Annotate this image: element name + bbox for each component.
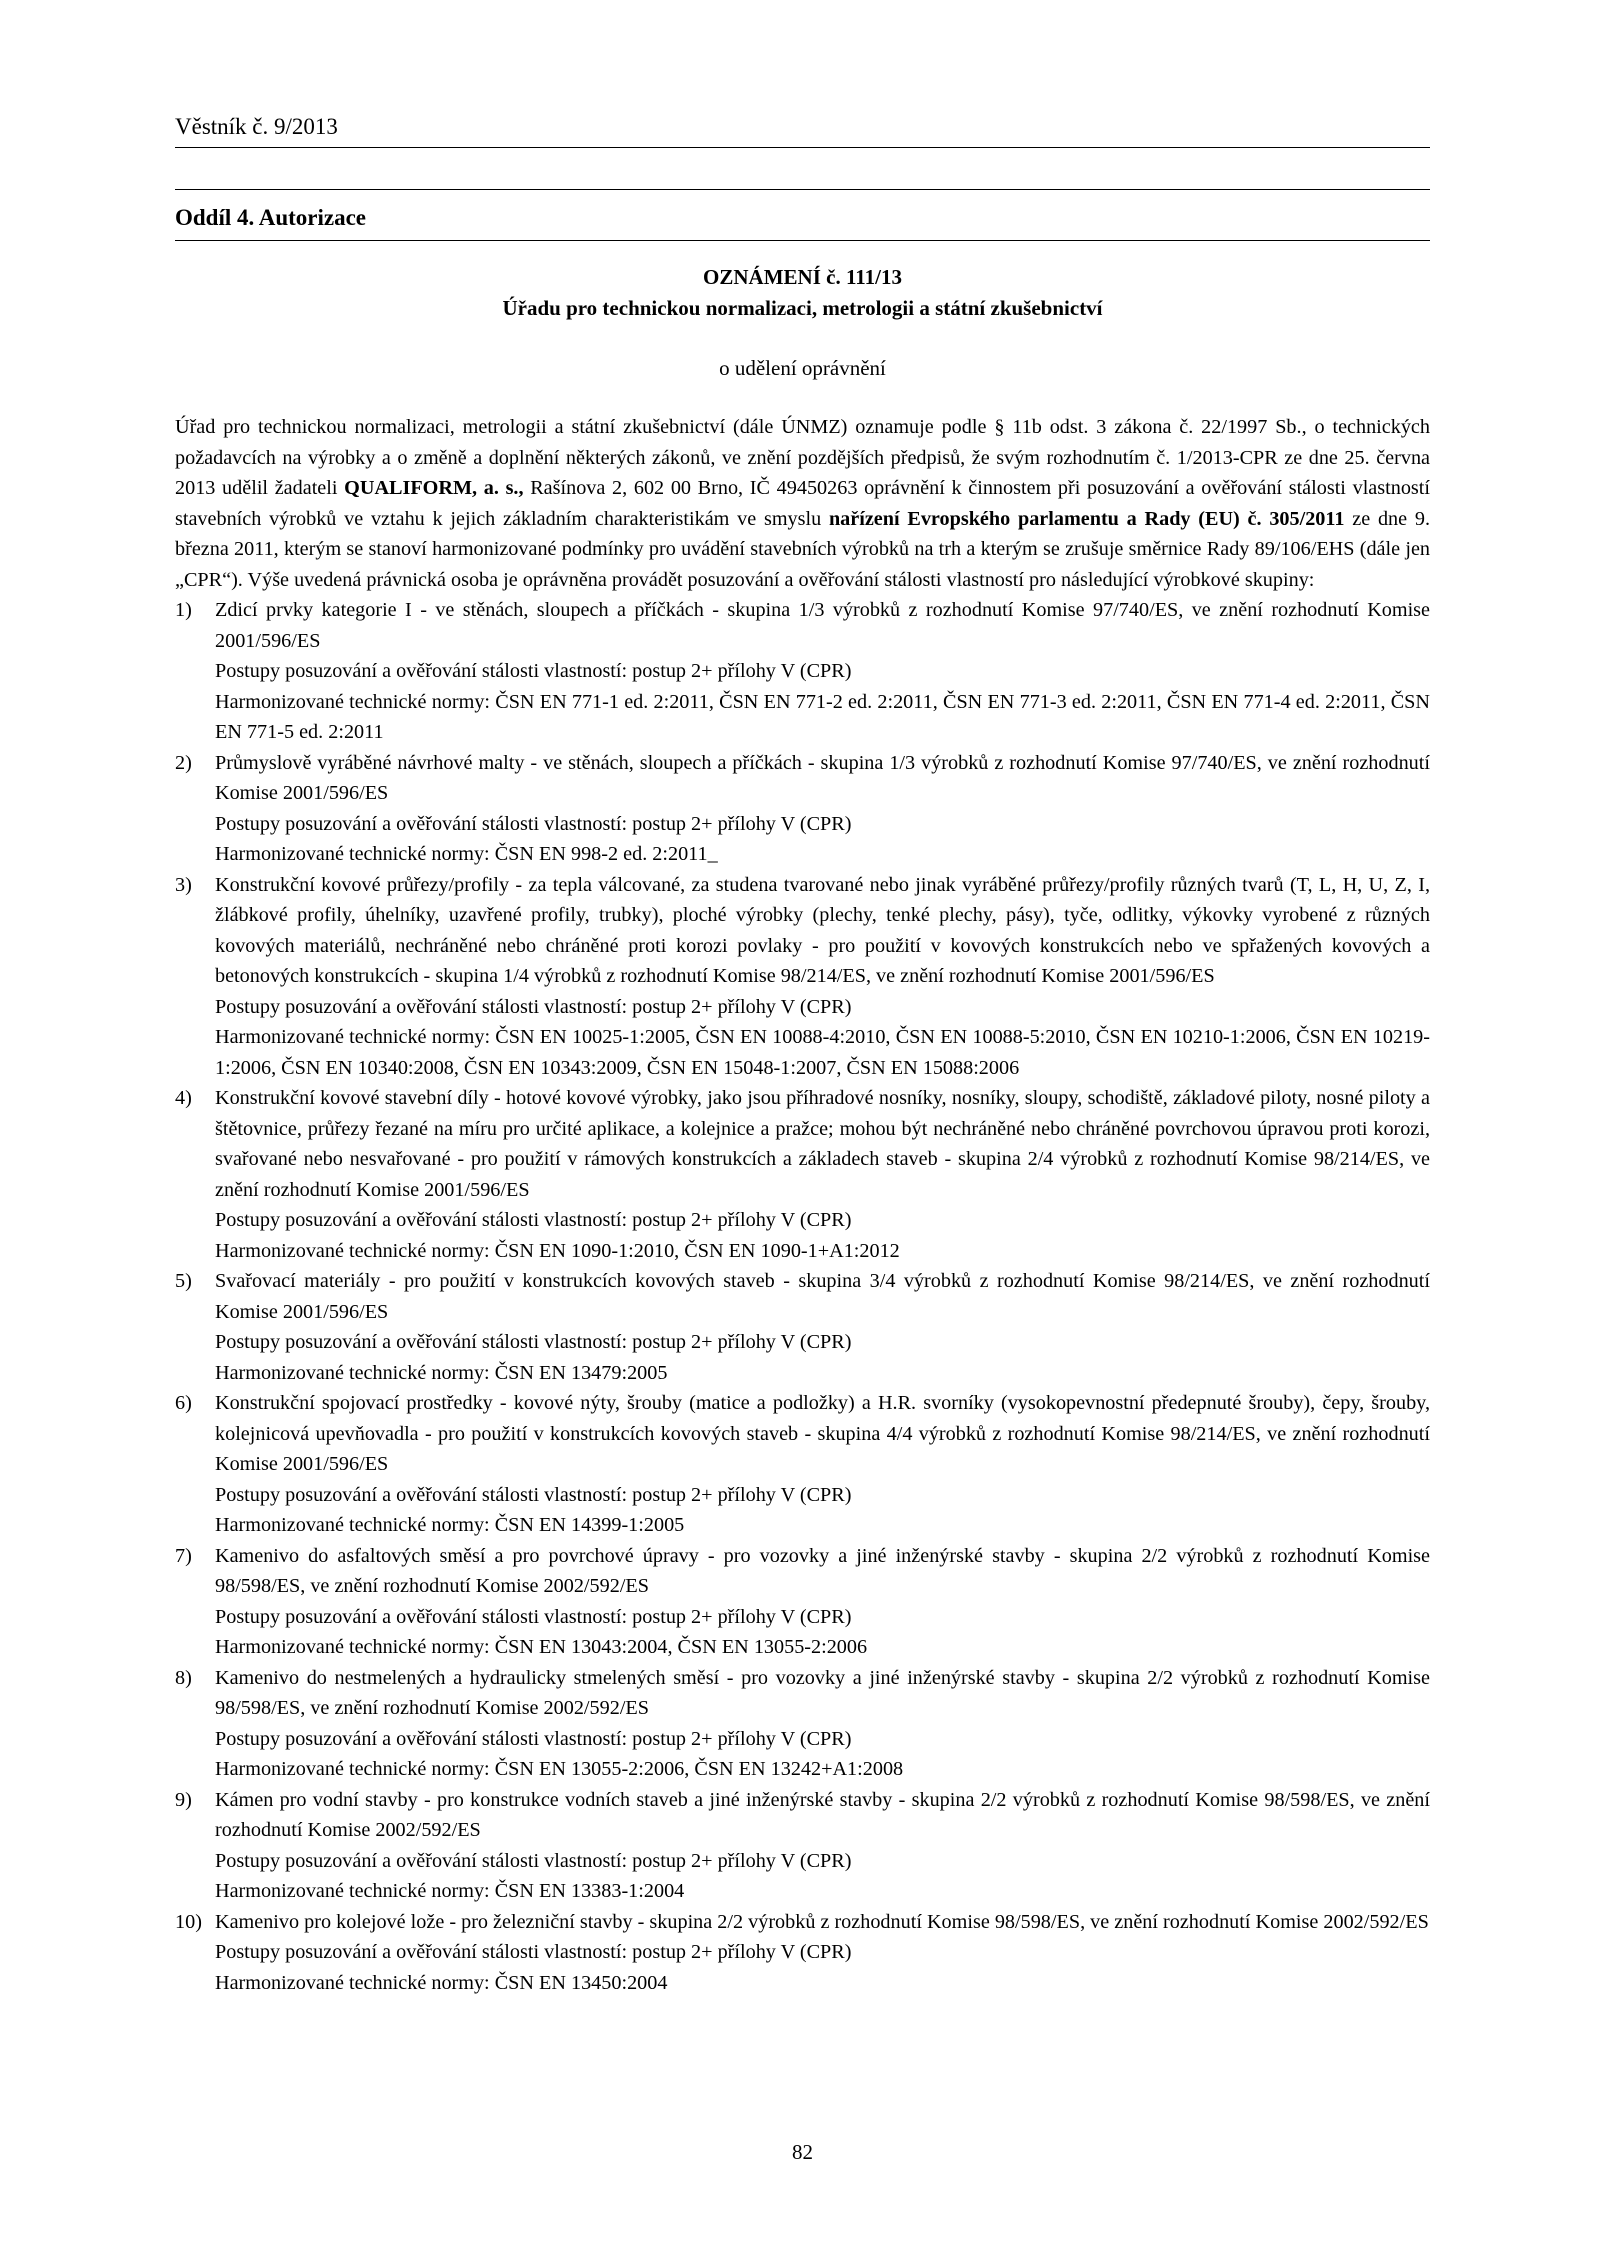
header-rule	[175, 147, 1430, 148]
item-number: 8)	[175, 1666, 192, 1689]
list-item	[175, 595, 1430, 748]
section-top-rule	[175, 189, 1430, 190]
item-description: Zdicí prvky kategorie I - ve stěnách, sloupech a příčkách - skupina 1/3 výrobků z rozhodnutí Komise 97/740/ES, ve znění rozhodnutí Komise 2001/596/ES	[215, 599, 1430, 652]
list-item	[175, 1907, 1430, 1999]
notice-body	[175, 412, 1430, 1998]
page-number: 82	[792, 2140, 813, 2164]
item-procedure: Postupy posuzování a ověřování stálosti vlastností: postup 2+ přílohy V (CPR)	[215, 995, 852, 1018]
item-number: 4)	[175, 1087, 192, 1109]
item-procedure: Postupy posuzování a ověřování stálosti vlastností: postup 2+ přílohy V (CPR)	[215, 1483, 852, 1506]
item-description: Konstrukční spojovací prostředky - kovové nýty, šrouby (matice a podložky) a H.R. svorníky (vysokopevnostní předepnuté šrouby), čepy, šrouby, kolejnicová upevňovadla - pro použití v konstrukcích kovových staveb - skupina 4/4 výrobků z rozhodnutí Komise 98/214/ES, ve znění rozhodnutí Komise 2001/596/ES	[215, 1392, 1430, 1475]
list-item	[175, 1785, 1430, 1907]
item-description: Svařovací materiály - pro použití v konstrukcích kovových staveb - skupina 3/4 výrobků z rozhodnutí Komise 98/214/ES, ve znění rozhodnutí Komise 2001/596/ES	[215, 1270, 1430, 1323]
item-description: Konstrukční kovové stavební díly - hotové kovové výrobky, jako jsou příhradové nosníky, nosníky, sloupy, schodiště, základové piloty, nosné piloty a štětovnice, průřezy řezané na míru pro určité aplikace, a kolejnice a pražce; mohou být nechráněné nebo chráněné povrchovou úpravou proti korozi, svařované nebo nesvařované - pro použití v rámových konstrukcích a základech staveb - skupina 2/4 výrobků z rozhodnutí Komise 98/214/ES, ve znění rozhodnutí Komise 2001/596/ES	[215, 1087, 1430, 1201]
item-standards: Harmonizované technické normy: ČSN EN 10025-1:2005, ČSN EN 10088-4:2010, ČSN EN 10088-5:2010, ČSN EN 10210-1:2006, ČSN EN 10219-1:2006, ČSN EN 10340:2008, ČSN EN 10343:2009, ČSN EN 15048-1:2007, ČSN EN 15088:2006	[215, 1026, 1430, 1079]
notice-heading	[175, 262, 1430, 324]
item-number: 5)	[175, 1270, 192, 1292]
list-item	[175, 1388, 1430, 1541]
item-procedure: Postupy posuzování a ověřování stálosti vlastností: postup 2+ přílohy V (CPR)	[215, 1605, 852, 1628]
company-name: QUALIFORM, a. s.,	[344, 477, 524, 499]
item-description: Průmyslově vyráběné návrhové malty - ve stěnách, sloupech a příčkách - skupina 1/3 výrobků z rozhodnutí Komise 97/740/ES, ve znění rozhodnutí Komise 2001/596/ES	[215, 751, 1430, 804]
item-standards: Harmonizované technické normy: ČSN EN 771-1 ed. 2:2011, ČSN EN 771-2 ed. 2:2011, ČSN EN 771-3 ed. 2:2011, ČSN EN 771-4 ed. 2:2011, ČSN EN 771-5 ed. 2:2011	[215, 690, 1430, 743]
item-description: Kámen pro vodní stavby - pro konstrukce vodních staveb a jiné inženýrské stavby - skupina 2/2 výrobků z rozhodnutí Komise 98/598/ES, ve znění rozhodnutí Komise 2002/592/ES	[215, 1788, 1430, 1841]
item-standards: Harmonizované technické normy: ČSN EN 13383-1:2004	[215, 1880, 685, 1902]
product-group-list	[175, 595, 1430, 1998]
item-number: 9)	[175, 1788, 192, 1811]
list-item	[175, 1083, 1430, 1266]
item-standards: Harmonizované technické normy: ČSN EN 13450:2004	[215, 1971, 668, 1994]
section-title: Oddíl 4. Autorizace	[175, 205, 367, 230]
notice-title: OZNÁMENÍ č. 111/13	[703, 265, 902, 289]
item-procedure: Postupy posuzování a ověřování stálosti vlastností: postup 2+ přílohy V (CPR)	[215, 1941, 852, 1963]
item-description: Kamenivo do asfaltových směsí a pro povrchové úpravy - pro vozovky a jiné inženýrské stavby - skupina 2/2 výrobků z rozhodnutí Komise 98/598/ES, ve znění rozhodnutí Komise 2002/592/ES	[215, 1544, 1430, 1597]
item-number: 1)	[175, 599, 192, 621]
item-standards: Harmonizované technické normy: ČSN EN 13055-2:2006, ČSN EN 13242+A1:2008	[215, 1758, 904, 1780]
list-item	[175, 1663, 1430, 1785]
item-description: Konstrukční kovové průřezy/profily - za tepla válcované, za studena tvarované nebo jinak vyráběné průřezy/profily různých tvarů (T, L, H, U, Z, I, žlábkové profily, úhelníky, uzavřené profily, trubky), ploché výrobky (plechy, tenké plechy, pásy), tyče, odlitky, výkovky vyrobené z různých kovových materiálů, nechráněné nebo chráněné proti korozi povlaky - pro použití v kovových konstrukcích nebo ve spřažených kovových a betonových konstrukcích - skupina 1/4 výrobků z rozhodnutí Komise 98/214/ES, ve znění rozhodnutí Komise 2001/596/ES	[215, 873, 1430, 987]
item-standards: Harmonizované technické normy: ČSN EN 1090-1:2010, ČSN EN 1090-1+A1:2012	[215, 1239, 900, 1262]
section-bottom-rule	[175, 240, 1430, 241]
item-standards: Harmonizované technické normy: ČSN EN 998-2 ed. 2:2011_	[215, 843, 718, 865]
item-standards: Harmonizované technické normy: ČSN EN 13479:2005	[215, 1361, 668, 1384]
intro-text-2: Rašínova 2, 602 00 Brno, IČ 49450263 oprávnění k činnostem při posuzování a ověřování stálosti vlastností stavebních výrobků ve vztahu k jejich základním charakteristikám ve smyslu	[175, 477, 1430, 530]
item-standards: Harmonizované technické normy: ČSN EN 13043:2004, ČSN EN 13055-2:2006	[215, 1636, 868, 1658]
item-number: 7)	[175, 1544, 192, 1567]
list-item	[175, 1266, 1430, 1388]
item-description: Kamenivo do nestmelených a hydraulicky stmelených směsí - pro vozovky a jiné inženýrské stavby - skupina 2/2 výrobků z rozhodnutí Komise 98/598/ES, ve znění rozhodnutí Komise 2002/592/ES	[215, 1666, 1430, 1719]
intro-text-3: ze dne 9. března 2011, kterým se stanoví harmonizované podmínky pro uvádění stavebních výrobků na trh a kterým se zrušuje směrnice Rady 89/106/EHS (dále jen „CPR“). Výše uvedená právnická osoba je oprávněna provádět posuzování a ověřování stálosti vlastností pro následující výrobkové skupiny:	[175, 507, 1430, 591]
item-number: 10)	[175, 1910, 202, 1933]
item-number: 2)	[175, 751, 192, 774]
list-item	[175, 1541, 1430, 1663]
journal-header: Věstník č. 9/2013	[175, 114, 338, 139]
item-number: 3)	[175, 873, 192, 896]
item-standards: Harmonizované technické normy: ČSN EN 14399-1:2005	[215, 1514, 685, 1536]
item-procedure: Postupy posuzování a ověřování stálosti vlastností: postup 2+ přílohy V (CPR)	[215, 1849, 852, 1872]
item-procedure: Postupy posuzování a ověřování stálosti vlastností: postup 2+ přílohy V (CPR)	[215, 1727, 852, 1750]
regulation-name: nařízení Evropského parlamentu a Rady (EU) č. 305/2011	[828, 507, 1345, 530]
item-procedure: Postupy posuzování a ověřování stálosti vlastností: postup 2+ přílohy V (CPR)	[215, 812, 852, 835]
item-description: Kamenivo pro kolejové lože - pro železniční stavby - skupina 2/2 výrobků z rozhodnutí Komise 98/598/ES, ve znění rozhodnutí Komise 2002/592/ES	[215, 1910, 1429, 1933]
list-item	[175, 870, 1430, 1084]
item-number: 6)	[175, 1392, 192, 1414]
item-procedure: Postupy posuzování a ověřování stálosti vlastností: postup 2+ přílohy V (CPR)	[215, 1331, 852, 1353]
item-procedure: Postupy posuzování a ověřování stálosti vlastností: postup 2+ přílohy V (CPR)	[215, 1209, 852, 1231]
item-procedure: Postupy posuzování a ověřování stálosti vlastností: postup 2+ přílohy V (CPR)	[215, 660, 852, 682]
notice-subject: o udělení oprávnění	[719, 356, 886, 380]
list-item	[175, 748, 1430, 870]
intro-text-1: Úřad pro technickou normalizaci, metrologii a státní zkušebnictví (dále ÚNMZ) oznamuje podle § 11b odst. 3 zákona č. 22/1997 Sb., o technických požadavcích na výrobky a o změně a doplnění některých zákonů, ve znění pozdějších předpisů, že svým rozhodnutím č. 1/2013-CPR ze dne 25. června 2013 udělil žadateli	[175, 416, 1430, 499]
notice-issuer: Úřadu pro technickou normalizaci, metrologii a státní zkušebnictví	[502, 296, 1103, 320]
intro-paragraph	[175, 412, 1430, 595]
